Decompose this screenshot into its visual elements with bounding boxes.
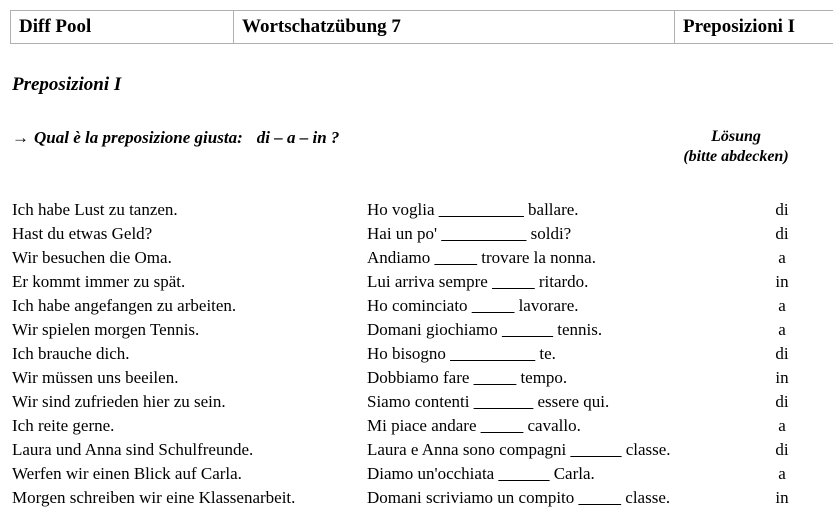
italian-sentence xyxy=(367,222,571,246)
exercise-row xyxy=(0,414,833,438)
italian-text-after-blank: soldi? xyxy=(531,224,572,243)
solution-answer: a xyxy=(758,246,806,270)
italian-text-before-blank: Ho bisogno xyxy=(367,344,446,363)
german-sentence: Hast du etwas Geld? xyxy=(12,222,152,246)
header-cell-exercise-title: Wortschatzübung 7 xyxy=(234,11,675,44)
exercise-list xyxy=(0,198,833,510)
italian-text-before-blank: Ho voglia xyxy=(367,200,435,219)
answer-blank[interactable]: ______ xyxy=(570,440,621,459)
instruction-text: Qual è la preposizione giusta: xyxy=(34,128,243,147)
answer-blank[interactable]: _____ xyxy=(492,272,535,291)
header-cell-diff-pool: Diff Pool xyxy=(11,11,234,44)
italian-text-before-blank: Domani giochiamo xyxy=(367,320,498,339)
answer-blank[interactable]: _____ xyxy=(472,296,515,315)
italian-sentence xyxy=(367,486,670,510)
german-sentence: Ich reite gerne. xyxy=(12,414,114,438)
solution-answer: in xyxy=(758,270,806,294)
italian-sentence xyxy=(367,366,567,390)
answer-blank[interactable]: __________ xyxy=(439,200,524,219)
german-sentence: Ich habe angefangen zu arbeiten. xyxy=(12,294,236,318)
italian-text-before-blank: Diamo un'occhiata xyxy=(367,464,494,483)
italian-text-after-blank: ballare. xyxy=(528,200,579,219)
german-sentence: Er kommt immer zu spät. xyxy=(12,270,185,294)
solution-answer: in xyxy=(758,486,806,510)
italian-sentence xyxy=(367,342,556,366)
italian-text-before-blank: Ho cominciato xyxy=(367,296,468,315)
answer-blank[interactable]: _____ xyxy=(474,368,517,387)
german-sentence: Wir spielen morgen Tennis. xyxy=(12,318,199,342)
exercise-row xyxy=(0,318,833,342)
italian-text-before-blank: Mi piace andare xyxy=(367,416,477,435)
german-sentence: Werfen wir einen Blick auf Carla. xyxy=(12,462,242,486)
german-sentence: Wir müssen uns beeilen. xyxy=(12,366,178,390)
exercise-row xyxy=(0,366,833,390)
answer-blank[interactable]: _____ xyxy=(481,416,524,435)
instruction-line xyxy=(12,128,339,148)
exercise-row xyxy=(0,462,833,486)
header-row xyxy=(11,11,833,44)
italian-text-before-blank: Siamo contenti xyxy=(367,392,469,411)
solution-answer: di xyxy=(758,390,806,414)
italian-text-after-blank: trovare la nonna. xyxy=(481,248,596,267)
arrow-right-icon: → xyxy=(12,128,29,147)
italian-sentence xyxy=(367,294,579,318)
answer-blank[interactable]: _______ xyxy=(474,392,534,411)
solution-column-header xyxy=(650,127,822,167)
solution-answer: a xyxy=(758,294,806,318)
italian-text-after-blank: ritardo. xyxy=(539,272,589,291)
exercise-row xyxy=(0,222,833,246)
solution-answer: a xyxy=(758,462,806,486)
solution-answer: in xyxy=(758,366,806,390)
answer-blank[interactable]: ______ xyxy=(502,320,553,339)
italian-sentence xyxy=(367,318,602,342)
italian-text-before-blank: Lui arriva sempre xyxy=(367,272,488,291)
solution-answer: a xyxy=(758,318,806,342)
german-sentence: Morgen schreiben wir eine Klassenarbeit. xyxy=(12,486,295,510)
italian-text-before-blank: Domani scriviamo un compito xyxy=(367,488,574,507)
italian-sentence xyxy=(367,246,596,270)
exercise-row xyxy=(0,198,833,222)
german-sentence: Ich brauche dich. xyxy=(12,342,130,366)
solution-hint: (bitte abdecken) xyxy=(650,147,822,167)
answer-blank[interactable]: ______ xyxy=(498,464,549,483)
exercise-row xyxy=(0,246,833,270)
answer-blank[interactable]: _____ xyxy=(435,248,478,267)
italian-sentence xyxy=(367,198,579,222)
italian-text-after-blank: cavallo. xyxy=(528,416,581,435)
italian-text-before-blank: Hai un po' xyxy=(367,224,437,243)
german-sentence: Wir besuchen die Oma. xyxy=(12,246,172,270)
header-cell-topic: Preposizioni I xyxy=(675,11,833,44)
preposition-choices: di – a – in ? xyxy=(257,128,340,147)
italian-text-before-blank: Laura e Anna sono compagni xyxy=(367,440,566,459)
german-sentence: Wir sind zufrieden hier zu sein. xyxy=(12,390,226,414)
answer-blank[interactable]: __________ xyxy=(441,224,526,243)
italian-sentence xyxy=(367,462,595,486)
german-sentence: Laura und Anna sind Schulfreunde. xyxy=(12,438,253,462)
worksheet-header-table xyxy=(10,10,833,44)
italian-text-after-blank: tempo. xyxy=(520,368,567,387)
italian-text-after-blank: te. xyxy=(539,344,556,363)
answer-blank[interactable]: __________ xyxy=(450,344,535,363)
exercise-row xyxy=(0,486,833,510)
italian-text-after-blank: lavorare. xyxy=(519,296,579,315)
exercise-row xyxy=(0,390,833,414)
solution-answer: di xyxy=(758,222,806,246)
solution-label: Lösung xyxy=(711,128,761,145)
solution-answer: di xyxy=(758,342,806,366)
solution-answer: di xyxy=(758,198,806,222)
german-sentence: Ich habe Lust zu tanzen. xyxy=(12,198,178,222)
page-title: Preposizioni I xyxy=(12,74,121,96)
italian-text-after-blank: classe. xyxy=(625,488,670,507)
exercise-row xyxy=(0,294,833,318)
exercise-row xyxy=(0,342,833,366)
italian-sentence xyxy=(367,390,609,414)
italian-text-before-blank: Andiamo xyxy=(367,248,430,267)
italian-text-after-blank: classe. xyxy=(626,440,671,459)
italian-sentence xyxy=(367,414,581,438)
italian-text-before-blank: Dobbiamo fare xyxy=(367,368,469,387)
italian-text-after-blank: essere qui. xyxy=(537,392,609,411)
solution-answer: di xyxy=(758,438,806,462)
italian-sentence xyxy=(367,270,588,294)
italian-text-after-blank: Carla. xyxy=(554,464,595,483)
exercise-row xyxy=(0,438,833,462)
italian-text-after-blank: tennis. xyxy=(557,320,602,339)
answer-blank[interactable]: _____ xyxy=(579,488,622,507)
solution-answer: a xyxy=(758,414,806,438)
exercise-row xyxy=(0,270,833,294)
italian-sentence xyxy=(367,438,671,462)
